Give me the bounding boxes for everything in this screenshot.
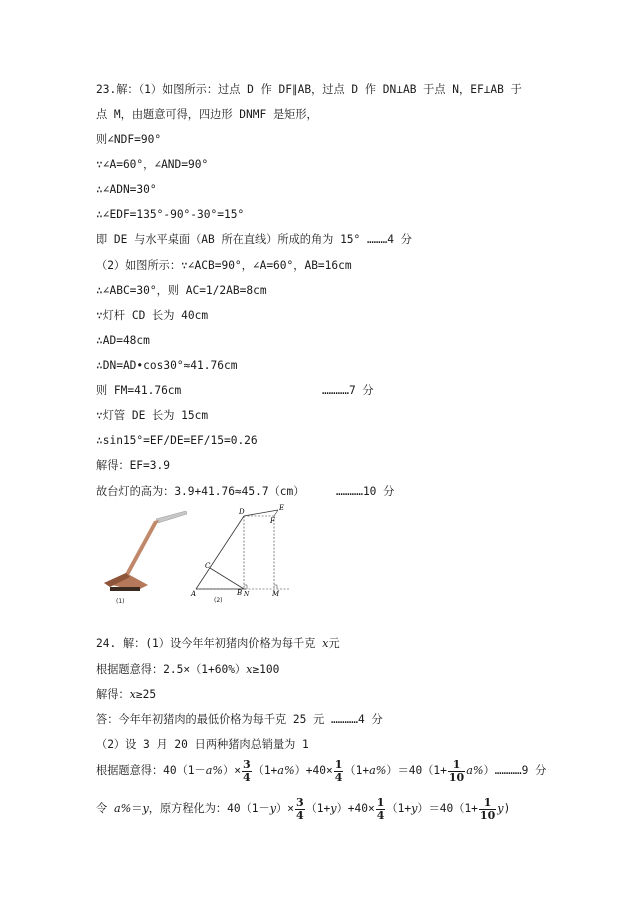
q24-line-3: 解得：x≥25 <box>96 688 157 701</box>
q23-line-11: ∴AD=48cm <box>96 334 150 347</box>
q23-line-13: 则 FM=41.76cm <box>96 384 182 397</box>
point-f-label: F <box>270 517 275 525</box>
point-e-label: E <box>279 504 285 512</box>
q24-line-2: 根据题意得：2.5×（1+60%）x≥100 <box>96 663 280 676</box>
fraction-1-10: $\frac{1}{10}$ <box>448 757 465 784</box>
point-m-label: M <box>272 590 280 598</box>
q23-line-13-score: …………7 分 <box>322 384 374 397</box>
q24-equation-1: 根据题意得：40（1－a%）× $\frac{3}{4}$ （1+a%）+40× $\frac{1}{4}$ （1+a%）＝40（1+ $\frac{1}{10}$ a%）…………9 分 <box>96 757 547 784</box>
q23-line-7: 即 DE 与水平桌面（AB 所在直线）所成的角为 15° ………4 分 <box>96 233 412 246</box>
q23-line-2: 点 M，由题意可得，四边形 DNMF 是矩形， <box>96 108 318 121</box>
q23-line-3: 则∠NDF=90° <box>96 133 162 146</box>
q24-line-5: （2）设 3 月 20 日两种猪肉总销量为 1 <box>96 738 309 751</box>
q23-line-12: ∴DN=AD•cos30°≈41.76cm <box>96 359 238 372</box>
q23-line-6: ∴∠EDF=135°-90°-30°=15° <box>96 208 245 221</box>
point-d-label: D <box>239 508 245 516</box>
q23-line-8: （2）如图所示：∵∠ACB=90°，∠A=60°，AB=16cm <box>96 259 352 272</box>
q23-line-14: ∵灯管 DE 长为 15cm <box>96 409 209 422</box>
q23-line-4: ∵∠A=60°，∠AND=90° <box>96 158 209 171</box>
q24-equation-2: 令 a%＝y，原方程化为：40（1－y）× $\frac{3}{4}$ （1+y）+40× $\frac{1}{4}$ （1+y）＝40（1+ $\frac{1}{10}$ y) <box>96 795 511 822</box>
q24-line-1: 24. 解：(1）设今年年初猪肉价格为每千克 x元 <box>96 637 340 650</box>
point-n-label: N <box>244 591 250 598</box>
q23-line-9: ∴∠ABC=30°，则 AC=1/2AB=8cm <box>96 284 267 297</box>
lamp-photo <box>96 505 192 597</box>
point-c-label: C <box>205 562 211 570</box>
fraction-1-10: $\frac{1}{10}$ <box>479 795 496 822</box>
q24-line-4: 答：今年年初猪肉的最低价格为每千克 25 元 …………4 分 <box>96 713 383 726</box>
fraction-1-4: $\frac{1}{4}$ <box>376 795 385 822</box>
figure-1-label: (1) <box>116 598 125 605</box>
fraction-3-4: $\frac{3}{4}$ <box>242 757 251 784</box>
q23-line-10: ∵灯杆 CD 长为 40cm <box>96 309 209 322</box>
figure-2-label: (2) <box>214 597 223 604</box>
point-a-label: A <box>191 590 197 598</box>
q23-line-17: 故台灯的高为：3.9+41.76≈45.7（cm） <box>96 485 305 498</box>
q23-line-15: ∴sin15°=EF/DE=EF/15=0.26 <box>96 434 258 447</box>
q23-line-16: 解得：EF=3.9 <box>96 459 170 472</box>
fraction-1-4: $\frac{1}{4}$ <box>334 757 343 784</box>
q23-line-17-score: …………10 分 <box>336 485 395 498</box>
geometry-diagram <box>188 500 298 600</box>
point-b-label: B <box>237 589 243 597</box>
q23-line-1: 23.解：（1）如图所示：过点 D 作 DF∥AB，过点 D 作 DN⊥AB 于点 N，EF⊥AB 于 <box>96 83 522 96</box>
fraction-3-4: $\frac{3}{4}$ <box>295 795 304 822</box>
q23-line-5: ∴∠ADN=30° <box>96 183 157 196</box>
